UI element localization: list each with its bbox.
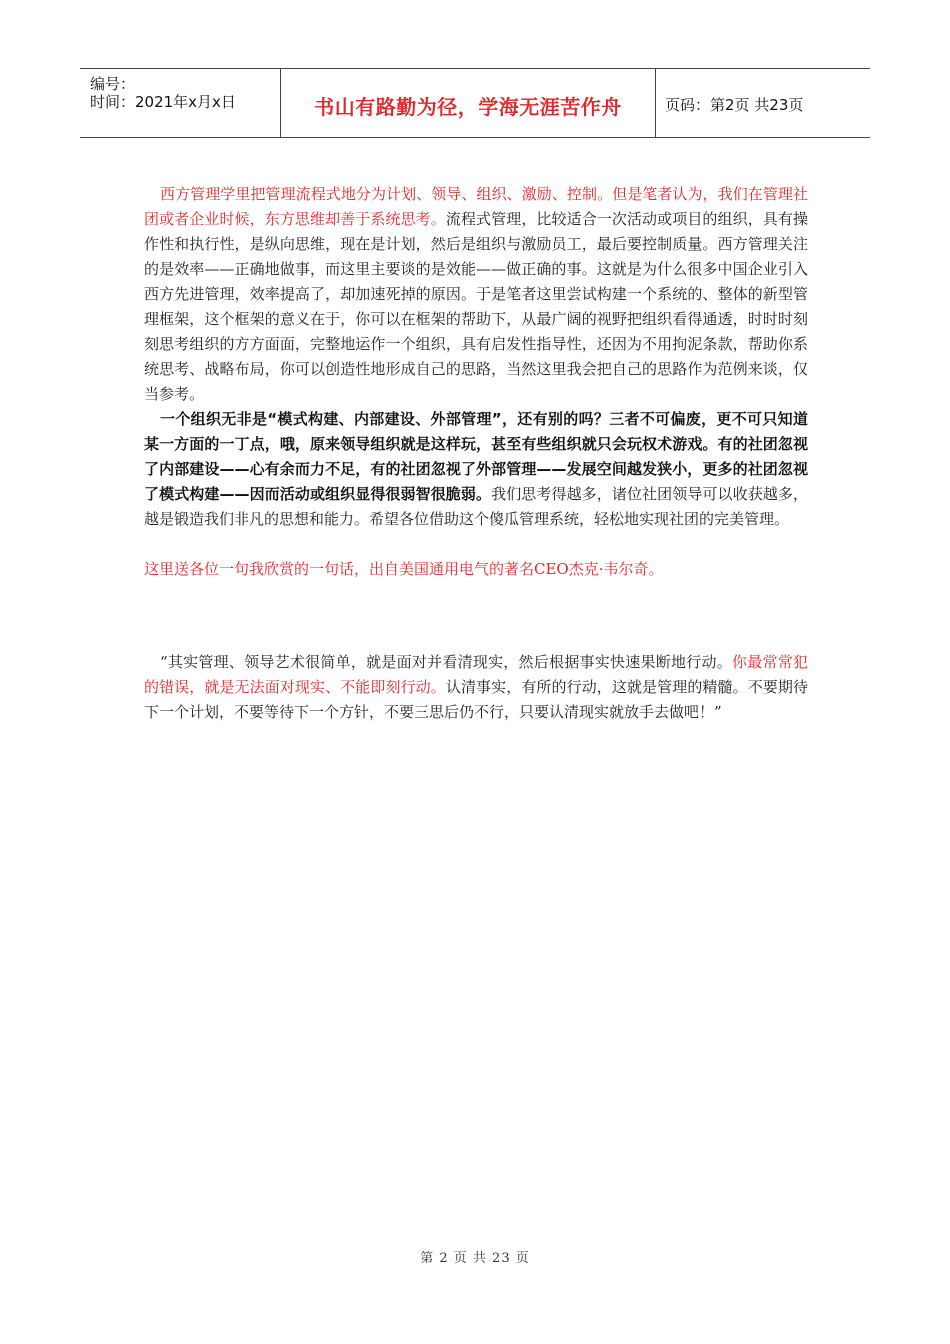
document-body <box>144 182 808 725</box>
time-label: 时间：2021年x月x日 <box>90 93 236 111</box>
quote-text-end: 认清事实，有所的行动，这就是管理的精髓。不要期待下一个计划，不要等待下一个方针，不要三思后仍不行，只要认清现实就放手去做吧！” <box>144 678 808 721</box>
number-label: 编号： <box>90 75 136 93</box>
header-left-cell <box>80 69 280 137</box>
header-page-code: 页码：第2页 共23页 <box>665 96 804 114</box>
header-right-cell <box>655 69 870 137</box>
paragraph-quote-intro: 这里送各位一句我欣赏的一句话，出自美国通用电气的著名CEO杰克·韦尔奇。 <box>144 560 664 578</box>
highlight-red-text: 西方管理学里把管理流程式地分为计划、领导、组织、激励、控制。但是笔者认为，我们在管理社团或者企业时候，东方思维却善于系统思考。 <box>144 185 808 228</box>
paragraph-western-management <box>144 182 808 407</box>
paragraph-organization-framework <box>144 407 808 532</box>
document-header <box>80 68 870 138</box>
body-text: 我们思考得越多，诸位社团领导可以收获越多，越是锻造我们非凡的思想和能力。希望各位借助这个傻瓜管理系统，轻松地实现社团的完美管理。 <box>144 485 808 528</box>
body-text: 流程式管理，比较适合一次活动或项目的组织，具有操作性和执行性，是纵向思维，现在是计划，然后是组织与激励员工，最后要控制质量。西方管理关注的是效率——正确地做事，而这里主要谈的是效能——做正确的事。这就是为什么很多中国企业引入西方先进管理，效率提高了，却加速死掉的原因。于是笔者这里尝试构建一个系统的、整体的新型管理框架，这个框架的意义在于，你可以在框架的帮助下，从最广阔的视野把组织看得通透，时时时刻刻思考组织的方方面面，完整地运作一个组织，具有启发性指导性，还因为不用拘泥条款，帮助你系统思考、战略布局，你可以创造性地形成自己的思路，当然这里我会把自己的思路作为范例来谈，仅当参考。 <box>144 210 808 403</box>
quote-text-start: “其实管理、领导艺术很简单，就是面对并看清现实，然后根据事实快速果断地行动。 <box>160 653 732 671</box>
header-middle-cell <box>280 69 656 137</box>
bold-emphasis-text: 一个组织无非是“模式构建、内部建设、外部管理”，还有别的吗？三者不可偏废，更不可只知道某一方面的一丁点，哦，原来领导组织就是这样玩，甚至有些组织就只会玩权术游戏。有的社团忽视了内部建设——心有余而力不足，有的社团忽视了外部管理——发展空间越发狭小，更多的社团忽视了模式构建——因而活动或组织显得很弱智很脆弱。 <box>144 410 808 503</box>
paragraph-welch-quote <box>144 650 808 725</box>
quote-red-text: 你最常常犯的错误，就是无法面对现实、不能即刻行动。 <box>144 653 808 696</box>
header-motto: 书山有路勤为径，学海无涯苦作舟 <box>314 95 622 119</box>
page-footer: 第 2 页 共 23 页 <box>420 1251 530 1266</box>
